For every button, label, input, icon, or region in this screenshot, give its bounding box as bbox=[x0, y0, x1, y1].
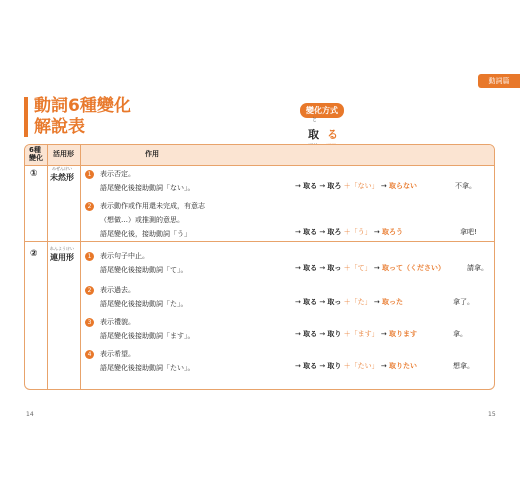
item-line: （想做…）或推測的意思。 bbox=[100, 216, 184, 224]
item-line: 表示否定。 bbox=[100, 170, 135, 178]
row-form-label: 未然形 bbox=[50, 173, 74, 182]
item-number: 2 bbox=[85, 202, 94, 211]
conjugation-table bbox=[24, 144, 495, 390]
function-item bbox=[85, 347, 195, 375]
change-method bbox=[300, 98, 344, 141]
change-method-badge: 變化方式 bbox=[300, 103, 344, 118]
header-conj-form: 活用形 bbox=[53, 150, 74, 158]
example-ending: る bbox=[327, 128, 338, 141]
header-function: 作用 bbox=[145, 150, 159, 158]
title-line-2: 解說表 bbox=[34, 117, 85, 137]
translation: 想拿。 bbox=[453, 362, 474, 370]
translation: 拿吧! bbox=[460, 228, 477, 236]
row-form-name bbox=[50, 246, 74, 263]
column-divider bbox=[80, 145, 81, 389]
conjugation-example: → 取る → 取り ＋「ます」 → 取ります bbox=[295, 330, 417, 338]
item-line: 表示動作或作用還未完成，有意志 bbox=[100, 202, 205, 210]
conjugation-example: → 取る → 取ろ ＋「う」 → 取ろう bbox=[295, 228, 403, 236]
row-form-name bbox=[50, 166, 74, 183]
item-line: 語尾變化後接助動詞「て」。 bbox=[100, 266, 188, 274]
conjugation-example: → 取る → 取り ＋「たい」 → 取りたい bbox=[295, 362, 417, 370]
section-tab: 動詞篇 bbox=[478, 74, 520, 88]
conjugation-example: → 取る → 取っ ＋「た」 → 取った bbox=[295, 298, 403, 306]
item-line: 語尾變化後，接助動詞「う」 bbox=[100, 230, 191, 238]
item-line: 表示句子中止。 bbox=[100, 252, 149, 260]
function-item bbox=[85, 315, 195, 343]
title-accent-bar bbox=[24, 97, 28, 137]
function-item bbox=[85, 283, 188, 311]
example-stem: 取 bbox=[308, 128, 319, 141]
table-header bbox=[25, 145, 494, 166]
item-number: 4 bbox=[85, 350, 94, 359]
function-item bbox=[85, 249, 188, 277]
translation: 拿。 bbox=[453, 330, 467, 338]
row-number: ② bbox=[30, 249, 38, 259]
translation: 不拿。 bbox=[455, 182, 476, 190]
conjugation-example: → 取る → 取っ ＋「て」 → 取って（ください） bbox=[295, 264, 445, 272]
conjugation-example: → 取る → 取ろ ＋「ない」 → 取らない bbox=[295, 182, 417, 190]
row-form-ruby: れんようけい bbox=[50, 246, 74, 251]
item-line: 表示禮貌。 bbox=[100, 318, 135, 326]
item-line: 表示希望。 bbox=[100, 350, 135, 358]
item-number: 3 bbox=[85, 318, 94, 327]
function-item bbox=[85, 199, 205, 241]
item-line: 語尾變化後接助動詞「たい」。 bbox=[100, 364, 195, 372]
row-form-label: 連用形 bbox=[50, 253, 74, 262]
item-number: 2 bbox=[85, 286, 94, 295]
row-divider bbox=[25, 241, 494, 242]
translation: 請拿。 bbox=[467, 264, 488, 272]
function-item bbox=[85, 167, 195, 195]
item-number: 1 bbox=[85, 252, 94, 261]
page-number-right: 15 bbox=[488, 411, 496, 418]
example-ruby: と bbox=[312, 117, 318, 123]
page-number-left: 14 bbox=[26, 411, 34, 418]
translation: 拿了。 bbox=[453, 298, 474, 306]
item-number: 1 bbox=[85, 170, 94, 179]
column-divider bbox=[47, 145, 48, 389]
item-line: 語尾變化後接助動詞「た」。 bbox=[100, 300, 188, 308]
row-form-ruby: みぜんけい bbox=[52, 166, 72, 171]
item-line: 表示過去。 bbox=[100, 286, 135, 294]
item-line: 語尾變化後接助動詞「ない」。 bbox=[100, 184, 195, 192]
title-line-1: 動詞6種變化 bbox=[34, 96, 131, 116]
row-number: ① bbox=[30, 169, 38, 179]
page-title bbox=[34, 96, 131, 138]
item-line: 語尾變化後接助動詞「ます」。 bbox=[100, 332, 195, 340]
header-six-changes: 6種變化 bbox=[29, 146, 43, 162]
